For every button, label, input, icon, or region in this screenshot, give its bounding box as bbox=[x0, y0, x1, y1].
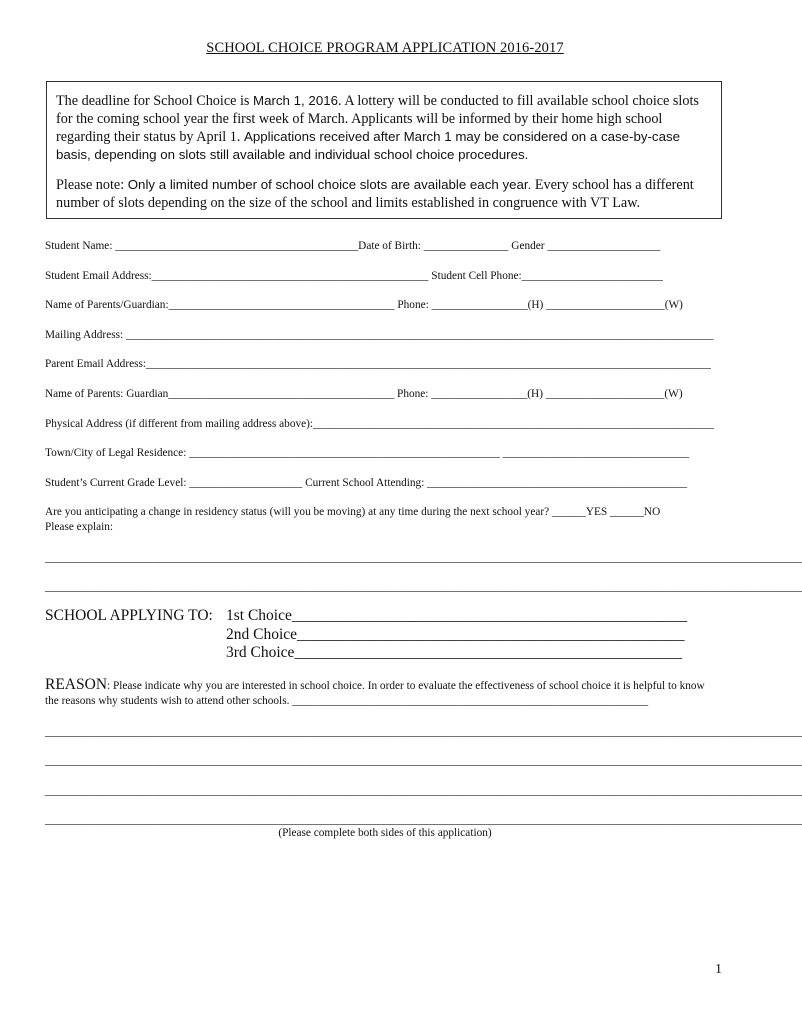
residency-question[interactable]: Are you anticipating a change in residency status (will you be moving) at any time during the next school year? ______YES ______NO bbox=[45, 506, 661, 518]
limited-slots-note: Only a limited number of school choice slots are available each year. bbox=[127, 177, 532, 192]
parents-guardian-row-2[interactable]: Name of Parents: Guardian________________________________________ Phone: _________________(H) _____________________(W) bbox=[45, 388, 683, 400]
grade-school-row[interactable]: Student’s Current Grade Level: ____________________ Current School Attending: ______________________________________________ bbox=[45, 477, 687, 489]
reason-line[interactable]: ______________________________________________________________________________________________________________________________________ bbox=[45, 726, 802, 738]
page-number: 1 bbox=[715, 962, 722, 977]
page-title: SCHOOL CHOICE PROGRAM APPLICATION 2016-2017 bbox=[206, 40, 564, 56]
limited-slots-paragraph: Please note: Only a limited number of school choice slots are available each year. Every school has a different number of slots depending on the size of the school and limits established in congruence with VT Law. bbox=[56, 177, 694, 211]
parent-email-row[interactable]: Parent Email Address:____________________________________________________________________________________________________ bbox=[45, 358, 711, 370]
second-choice-field[interactable]: 2nd Choice__________________________________________________ bbox=[226, 626, 685, 643]
deadline-paragraph: The deadline for School Choice is March 1, 2016. A lottery will be conducted to fill available school choice slots for the coming school year the first week of March. Applicants will be informed by their home high school regarding their status by April 1. Applications received after March 1 may be considered on a case-by-case basis, depending on slots still available and individual school choice procedures. bbox=[56, 93, 699, 162]
reason-paragraph[interactable]: REASON: Please indicate why you are interested in school choice. In order to evaluate the effectiveness of school choice it is helpful to know the reasons why students wish to attend other schools. _______________________________________________________________ bbox=[45, 676, 705, 707]
mailing-address-row[interactable]: Mailing Address: ________________________________________________________________________________________________________ bbox=[45, 329, 714, 341]
student-email-row[interactable]: Student Email Address:_________________________________________________ Student Cell Phone:_________________________ bbox=[45, 270, 663, 282]
school-applying-label: SCHOOL APPLYING TO: bbox=[45, 607, 213, 624]
please-explain-label: Please explain: bbox=[45, 521, 114, 533]
explain-line[interactable]: ______________________________________________________________________________________________________________________________________ bbox=[45, 581, 802, 593]
parents-guardian-row[interactable]: Name of Parents/Guardian:________________________________________ Phone: _________________(H) _____________________(W) bbox=[45, 299, 683, 311]
deadline-date: March 1, 2016 bbox=[253, 93, 339, 108]
student-name-row[interactable]: Student Name: ___________________________________________Date of Birth: _______________ Gender ____________________ bbox=[45, 240, 661, 252]
legal-residence-row[interactable]: Town/City of Legal Residence: _______________________________________________________ _________________________________ bbox=[45, 447, 690, 459]
reason-line[interactable]: ______________________________________________________________________________________________________________________________________ bbox=[45, 814, 802, 826]
third-choice-field[interactable]: 3rd Choice__________________________________________________ bbox=[226, 644, 682, 661]
first-choice-field[interactable]: 1st Choice___________________________________________________ bbox=[226, 607, 688, 624]
reason-line[interactable]: ______________________________________________________________________________________________________________________________________ bbox=[45, 755, 802, 767]
physical-address-row[interactable]: Physical Address (if different from mailing address above):_______________________________________________________________________ bbox=[45, 418, 715, 430]
late-application-note: Applications received after March 1 may be considered on a case-by-case basis, depending on slots still available and individual school choice procedures. bbox=[56, 129, 681, 162]
reason-line[interactable]: ______________________________________________________________________________________________________________________________________ bbox=[45, 785, 802, 797]
reason-label: REASON bbox=[45, 676, 108, 693]
explain-line[interactable]: ______________________________________________________________________________________________________________________________________ bbox=[45, 552, 802, 564]
footer-note: (Please complete both sides of this application) bbox=[278, 827, 492, 839]
